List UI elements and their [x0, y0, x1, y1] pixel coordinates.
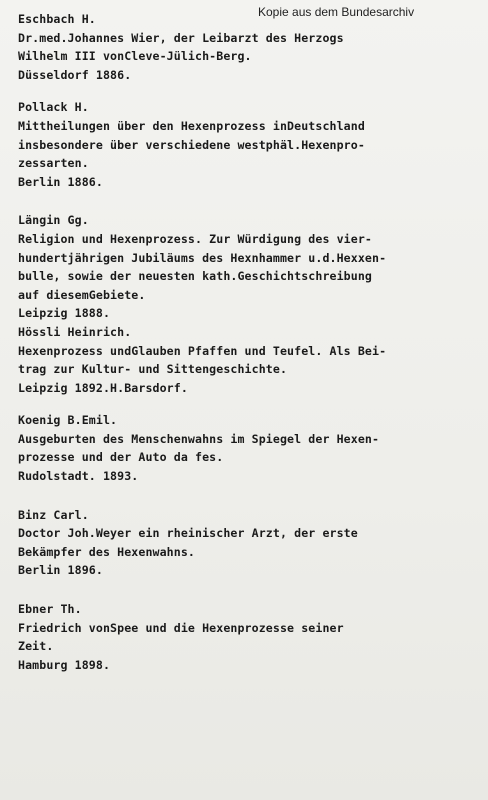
entry-text-line: trag zur Kultur- und Sittengeschichte. [18, 362, 288, 377]
entry-author: Hössli Heinrich. [18, 324, 132, 339]
entry-text-line: hundertjährigen Jubiläums des Hexnhammer u.d.Hexxen- [18, 250, 387, 265]
entry-place-year: Rudolstadt. 1893. [18, 469, 139, 484]
entry-author: Längin Gg. [18, 213, 89, 228]
entry-author: Pollack H. [18, 100, 89, 115]
entry-place-year: Berlin 1886. [18, 174, 103, 189]
bibliography-entry [18, 411, 480, 485]
entry-place-year: Berlin 1896. [18, 563, 103, 578]
entry-text-line: Wilhelm III vonCleve-Jülich-Berg. [18, 49, 252, 64]
entry-author: Koenig B.Emil. [18, 413, 118, 428]
entry-text-line: Mittheilungen über den Hexenprozess inDeutschland [18, 118, 365, 133]
entry-author: Eschbach H. [18, 12, 96, 26]
entry-author: Ebner Th. [18, 602, 82, 617]
entry-author: Binz Carl. [18, 507, 89, 522]
entry-place-year: Hamburg 1898. [18, 657, 111, 672]
entry-place-year: Leipzig 1892.H.Barsdorf. [18, 380, 188, 395]
entry-text-line: Religion und Hexenprozess. Zur Würdigung des vier- [18, 231, 373, 246]
entry-text-line: Friedrich vonSpee und die Hexenprozesse seiner [18, 620, 344, 635]
entry-place-year: Düsseldorf 1886. [18, 67, 132, 82]
entry-text-line: bulle, sowie der neuesten kath.Geschichtschreibung [18, 269, 373, 284]
bibliography-list [18, 10, 480, 674]
bibliography-entry [18, 98, 480, 191]
entry-text-line: insbesondere über verschiedene westphäl.Hexenpro- [18, 137, 365, 152]
entry-place-year: Leipzig 1888. [18, 306, 111, 321]
bibliography-entry [18, 600, 480, 674]
bibliography-entry [18, 10, 480, 84]
entry-text-line: zessarten. [18, 156, 89, 171]
entry-text-line: Hexenprozess undGlauben Pfaffen und Teufel. Als Bei- [18, 343, 387, 358]
entry-text-line: Ausgeburten des Menschenwahns im Spiegel der Hexen- [18, 431, 380, 446]
entry-text-line: prozesse und der Auto da fes. [18, 450, 224, 465]
archive-stamp: Kopie aus dem Bundesarchiv [258, 5, 415, 19]
entry-text-line: Dr.med.Johannes Wier, der Leibarzt des Herzogs [18, 30, 344, 45]
bibliography-entry [18, 323, 480, 397]
entry-text-line: auf diesemGebiete. [18, 287, 146, 302]
bibliography-entry [18, 211, 480, 323]
entry-text-line: Zeit. [18, 639, 54, 654]
bibliography-entry [18, 506, 480, 580]
entry-text-line: Doctor Joh.Weyer ein rheinischer Arzt, der erste [18, 526, 358, 541]
entry-text-line: Bekämpfer des Hexenwahns. [18, 544, 196, 559]
